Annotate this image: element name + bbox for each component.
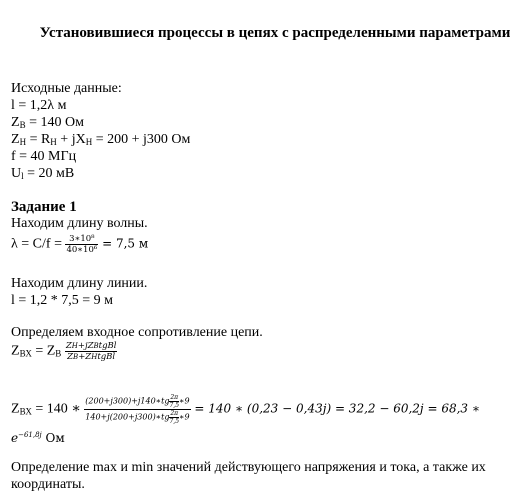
- wavelength-text: Находим длину волны.: [11, 216, 148, 231]
- given-frequency: f = 40 МГц: [11, 149, 77, 164]
- given-zn: $Z_Н = R_Н + jX_Н = 200 + j300$ Ом: [11, 132, 191, 147]
- maxmin-text-line1: Определение max и min значений действующего напряжения и тока, а также их: [11, 460, 486, 475]
- given-zv: $Z_В = 140$ Ом: [11, 115, 84, 130]
- input-impedance-text: Определяем входное сопротивление цепи.: [11, 325, 263, 340]
- zvx-formula: $Z_{ВХ} = Z_В$ $\frac{\text{ZН+jZВtgBl}}{\text{ZВ+ZНtgBl}}$: [11, 341, 117, 362]
- given-voltage: $U_l = 20$ мВ: [11, 166, 75, 181]
- given-header: Исходные данные:: [11, 81, 122, 96]
- page-title: Установившиеся процессы в цепях с распределенными параметрами: [39, 25, 511, 41]
- task-heading: Задание 1: [11, 199, 77, 215]
- zvx-calculation: $Z_{ВХ} = 140$ ∗ (200+j300)+j140∗tg $\frac{2\pi}{7,5}$ ∗9 140+j(200+j300)∗tg $\frac{2\pi}{7,5}$ ∗9 = 140 ∗ (0,23 − 0,43j) = 32,2 − 60,2j = 68,3 ∗: [11, 394, 481, 425]
- maxmin-text-line2: координаты.: [11, 477, 85, 492]
- wavelength-formula: λ = C/f = $\frac{\text{3∗10⁸}}{\text{40∗10⁶}}$ = 7,5 м: [11, 234, 149, 255]
- line-length-eq: l = 1,2 * 7,5 = 9 м: [11, 293, 114, 308]
- given-length: l = 1,2λ м: [11, 98, 67, 113]
- line-length-text: Находим длину линии.: [11, 276, 148, 291]
- exp-result: $e^{-61,8j}$ Ом: [11, 431, 65, 445]
